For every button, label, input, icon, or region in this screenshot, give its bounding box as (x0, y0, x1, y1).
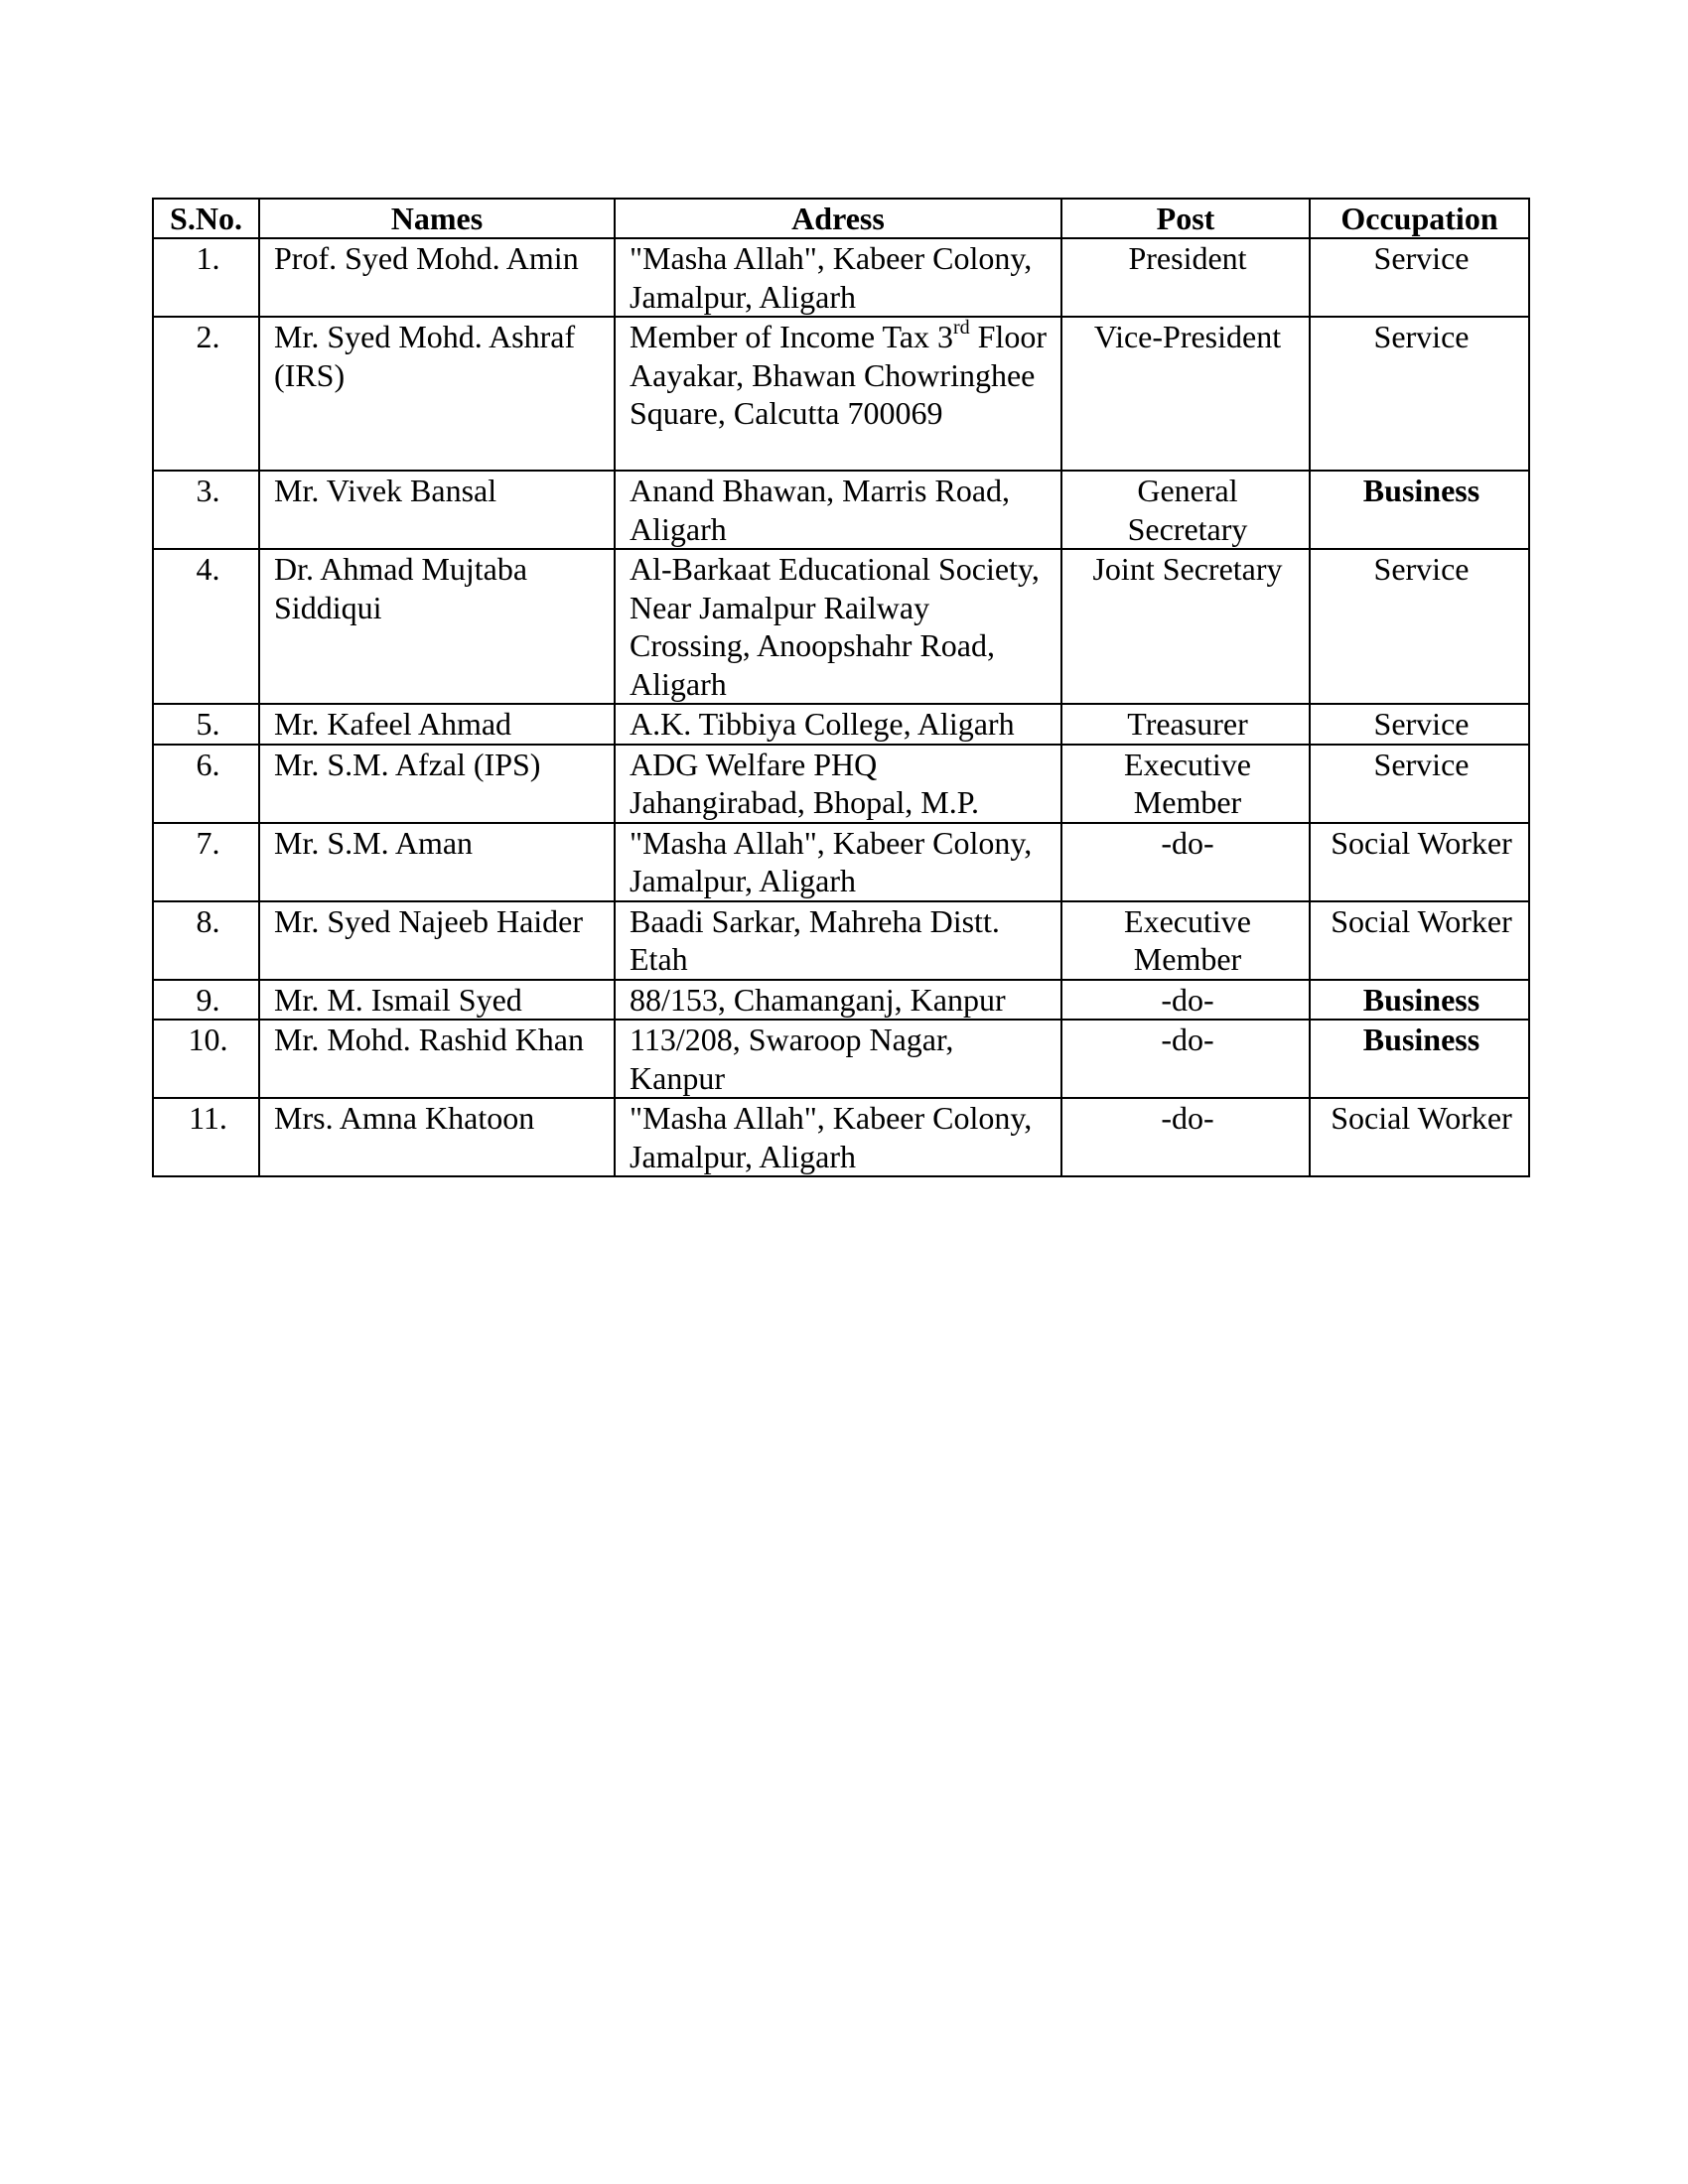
row-occupation: Business (1310, 471, 1529, 549)
row-sno: 9. (153, 980, 259, 1021)
table-row (153, 549, 1529, 704)
row-occupation: Service (1310, 745, 1529, 823)
header-occupation: Occupation (1310, 199, 1529, 238)
row-occupation: Service (1310, 238, 1529, 317)
row-occupation: Business (1310, 1020, 1529, 1098)
row-name: Dr. Ahmad Mujtaba Siddiqui (259, 549, 615, 704)
table-row (153, 317, 1529, 471)
row-post: Executive Member (1061, 745, 1310, 823)
address-text: Floor Aayakar, Bhawan Chowringhee Square, Calcutta 700069 (630, 319, 1047, 431)
row-address: ADG Welfare PHQ Jahangirabad, Bhopal, M.P. (615, 745, 1061, 823)
row-post: Executive Member (1061, 901, 1310, 980)
row-name: Mrs. Amna Khatoon (259, 1098, 615, 1176)
address-text: Member of Income Tax 3 (630, 319, 953, 354)
row-address: A.K. Tibbiya College, Aligarh (615, 704, 1061, 745)
row-name: Mr. Mohd. Rashid Khan (259, 1020, 615, 1098)
row-name: Prof. Syed Mohd. Amin (259, 238, 615, 317)
row-address: "Masha Allah", Kabeer Colony, Jamalpur, Aligarh (615, 823, 1061, 901)
row-sno: 11. (153, 1098, 259, 1176)
row-post: -do- (1061, 823, 1310, 901)
table-row (153, 238, 1529, 317)
table-header-row (153, 199, 1529, 238)
row-address: "Masha Allah", Kabeer Colony, Jamalpur, Aligarh (615, 238, 1061, 317)
row-address: "Masha Allah", Kabeer Colony, Jamalpur, Aligarh (615, 1098, 1061, 1176)
header-names: Names (259, 199, 615, 238)
table-row (153, 471, 1529, 549)
row-occupation: Social Worker (1310, 823, 1529, 901)
row-occupation: Social Worker (1310, 901, 1529, 980)
table-row (153, 745, 1529, 823)
row-post: -do- (1061, 1098, 1310, 1176)
header-address: Adress (615, 199, 1061, 238)
row-sno: 3. (153, 471, 259, 549)
row-name: Mr. Kafeel Ahmad (259, 704, 615, 745)
row-occupation: Social Worker (1310, 1098, 1529, 1176)
row-occupation: Service (1310, 549, 1529, 704)
table-row (153, 1020, 1529, 1098)
row-address: 88/153, Chamanganj, Kanpur (615, 980, 1061, 1021)
table-row (153, 704, 1529, 745)
table-row (153, 823, 1529, 901)
row-sno: 8. (153, 901, 259, 980)
row-post: President (1061, 238, 1310, 317)
office-bearers-table (152, 198, 1530, 1177)
row-sno: 6. (153, 745, 259, 823)
row-occupation: Service (1310, 317, 1529, 471)
header-sno: S.No. (153, 199, 259, 238)
row-name: Mr. Syed Najeeb Haider (259, 901, 615, 980)
ordinal-suffix: rd (952, 317, 970, 340)
row-occupation: Business (1310, 980, 1529, 1021)
row-name: Mr. M. Ismail Syed (259, 980, 615, 1021)
row-name: Mr. S.M. Aman (259, 823, 615, 901)
row-sno: 4. (153, 549, 259, 704)
row-address: Anand Bhawan, Marris Road, Aligarh (615, 471, 1061, 549)
row-address: 113/208, Swaroop Nagar, Kanpur (615, 1020, 1061, 1098)
table-row (153, 901, 1529, 980)
row-post: General Secretary (1061, 471, 1310, 549)
row-sno: 2. (153, 317, 259, 471)
row-post: -do- (1061, 1020, 1310, 1098)
row-name: Mr. S.M. Afzal (IPS) (259, 745, 615, 823)
row-address: Baadi Sarkar, Mahreha Distt. Etah (615, 901, 1061, 980)
table-row (153, 980, 1529, 1021)
row-address: Al-Barkaat Educational Society, Near Jamalpur Railway Crossing, Anoopshahr Road, Aligarh (615, 549, 1061, 704)
table-row (153, 1098, 1529, 1176)
row-post: Joint Secretary (1061, 549, 1310, 704)
row-name: Mr. Syed Mohd. Ashraf (IRS) (259, 317, 615, 471)
row-post: Vice-President (1061, 317, 1310, 471)
row-sno: 7. (153, 823, 259, 901)
row-post: -do- (1061, 980, 1310, 1021)
row-name: Mr. Vivek Bansal (259, 471, 615, 549)
row-sno: 1. (153, 238, 259, 317)
row-sno: 5. (153, 704, 259, 745)
row-address (615, 317, 1061, 471)
row-occupation: Service (1310, 704, 1529, 745)
row-post: Treasurer (1061, 704, 1310, 745)
header-post: Post (1061, 199, 1310, 238)
row-sno: 10. (153, 1020, 259, 1098)
